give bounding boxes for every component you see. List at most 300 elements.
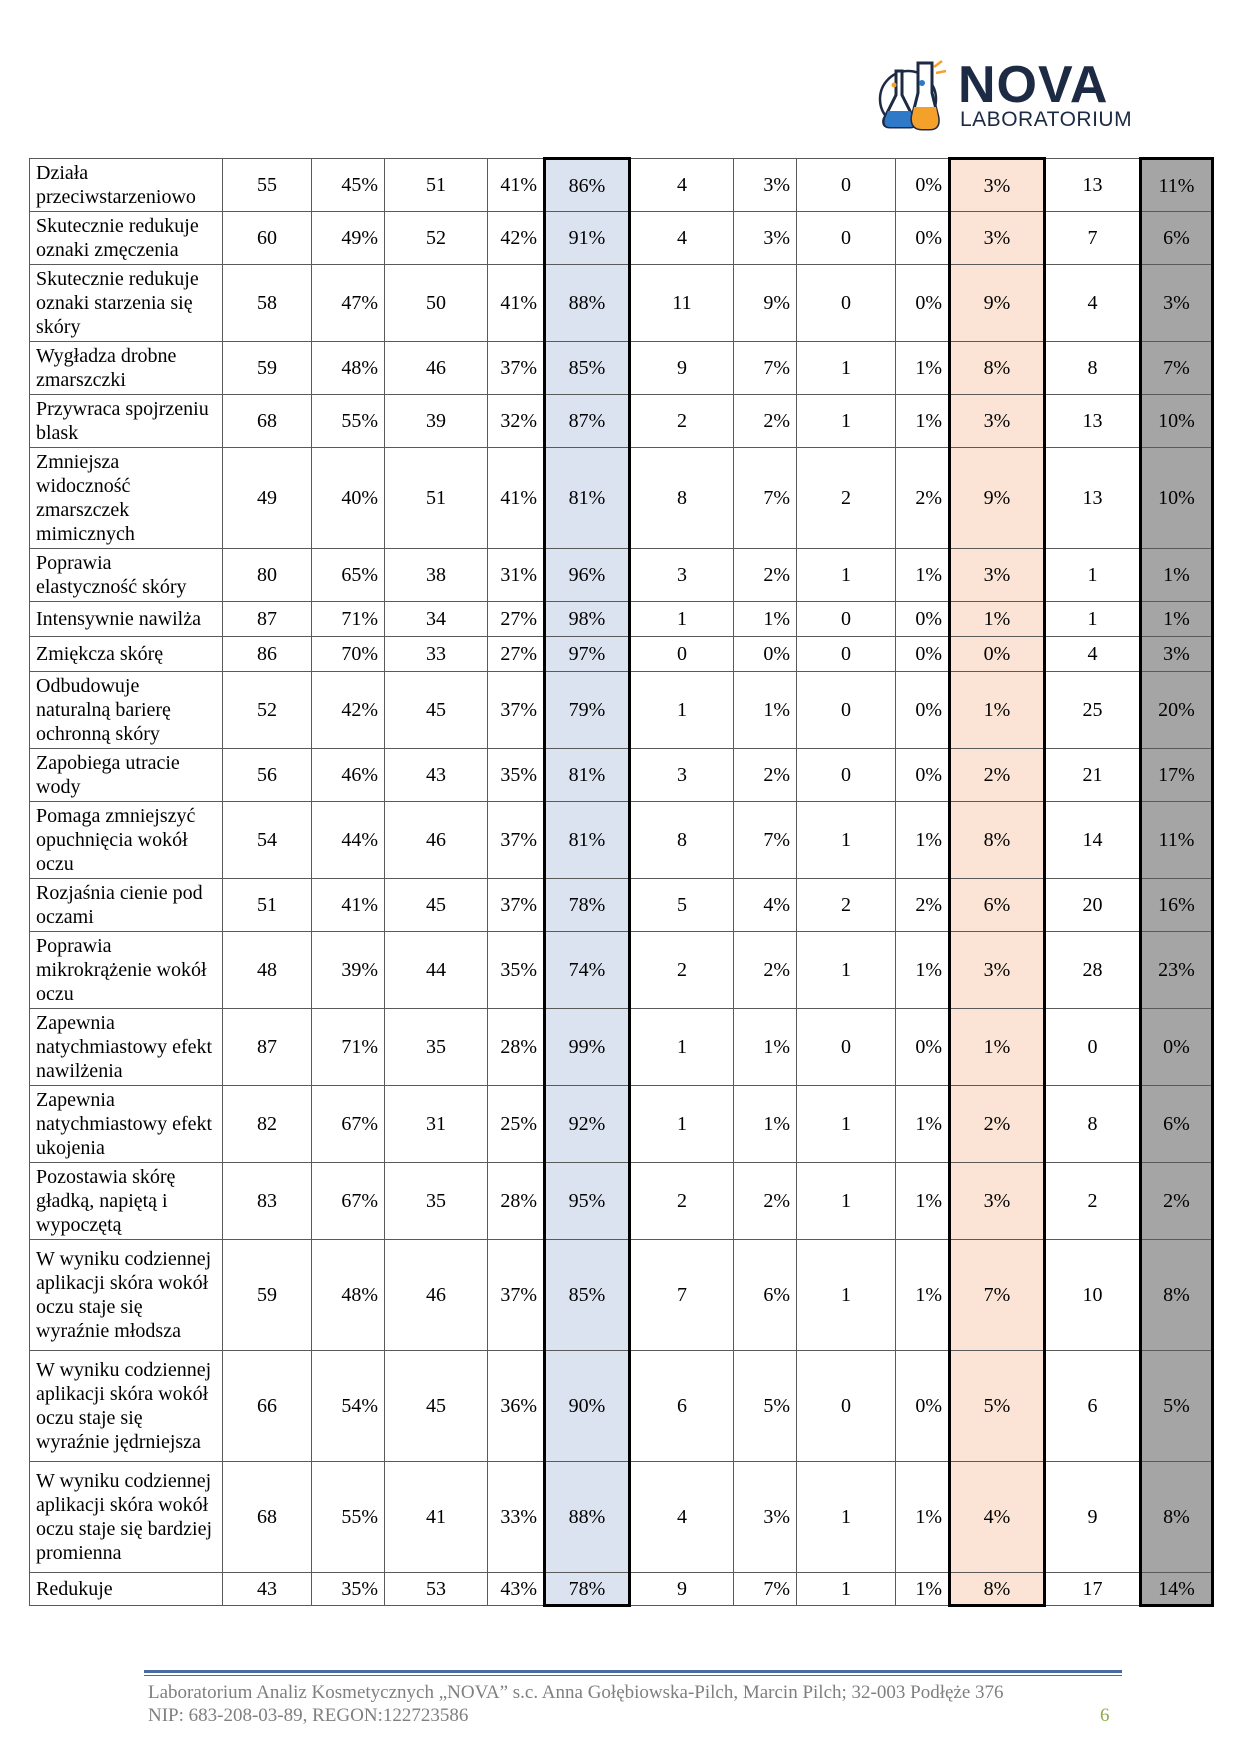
cell-rather-yes-percent: 28% — [488, 1163, 545, 1240]
cell-positive-total: 88% — [545, 1462, 630, 1573]
cell-rather-yes-count: 46 — [385, 342, 488, 395]
cell-rather-no-percent: 2% — [734, 749, 797, 802]
cell-rather-yes-percent: 37% — [488, 1240, 545, 1351]
cell-positive-total: 91% — [545, 212, 630, 265]
cell-rather-yes-percent: 37% — [488, 342, 545, 395]
cell-yes-percent: 39% — [312, 932, 385, 1009]
cell-rather-no-count: 9 — [630, 1573, 734, 1606]
cell-negative-total: 0% — [950, 637, 1045, 672]
cell-yes-percent: 55% — [312, 1462, 385, 1573]
cell-no-opinion-count: 9 — [1045, 1462, 1141, 1573]
cell-no-count: 1 — [797, 1573, 896, 1606]
cell-negative-total: 8% — [950, 342, 1045, 395]
cell-rather-yes-percent: 37% — [488, 672, 545, 749]
cell-rather-no-count: 1 — [630, 1086, 734, 1163]
cell-no-opinion-percent: 20% — [1141, 672, 1213, 749]
cell-yes-percent: 35% — [312, 1573, 385, 1606]
footer-line-1: Laboratorium Analiz Kosmetycznych „NOVA” s.c. Anna Gołębiowska-Pilch, Marcin Pilch; 32-003 Podłęże 376 — [148, 1682, 1004, 1703]
table-row — [30, 265, 1213, 342]
cell-yes-count: 66 — [223, 1351, 312, 1462]
cell-no-opinion-count: 6 — [1045, 1351, 1141, 1462]
cell-rather-yes-count: 46 — [385, 1240, 488, 1351]
cell-yes-percent: 42% — [312, 672, 385, 749]
cell-positive-total: 98% — [545, 602, 630, 637]
footer-address — [148, 1681, 1004, 1727]
cell-no-opinion-percent: 1% — [1141, 602, 1213, 637]
nova-logo — [874, 56, 1133, 137]
cell-yes-count: 59 — [223, 1240, 312, 1351]
cell-yes-count: 83 — [223, 1163, 312, 1240]
cell-no-percent: 1% — [896, 1163, 950, 1240]
cell-no-opinion-percent: 7% — [1141, 342, 1213, 395]
cell-rather-no-percent: 1% — [734, 602, 797, 637]
cell-rather-yes-count: 41 — [385, 1462, 488, 1573]
cell-rather-no-count: 2 — [630, 1163, 734, 1240]
cell-no-percent: 1% — [896, 549, 950, 602]
cell-no-opinion-count: 1 — [1045, 602, 1141, 637]
table-row — [30, 749, 1213, 802]
table-row — [30, 1163, 1213, 1240]
table-row — [30, 212, 1213, 265]
cell-no-count: 2 — [797, 879, 896, 932]
row-label: Działa przeciwstarzeniowo — [30, 159, 223, 212]
table-row — [30, 1462, 1213, 1573]
cell-yes-percent: 71% — [312, 602, 385, 637]
cell-negative-total: 3% — [950, 395, 1045, 448]
cell-no-opinion-count: 10 — [1045, 1240, 1141, 1351]
cell-positive-total: 81% — [545, 749, 630, 802]
table-row — [30, 1351, 1213, 1462]
row-label: Intensywnie nawilża — [30, 602, 223, 637]
cell-no-percent: 0% — [896, 265, 950, 342]
cell-no-count: 1 — [797, 802, 896, 879]
cell-no-opinion-percent: 17% — [1141, 749, 1213, 802]
cell-rather-yes-count: 45 — [385, 672, 488, 749]
cell-no-percent: 1% — [896, 1240, 950, 1351]
cell-no-opinion-count: 17 — [1045, 1573, 1141, 1606]
cell-no-opinion-percent: 5% — [1141, 1351, 1213, 1462]
cell-negative-total: 8% — [950, 802, 1045, 879]
cell-negative-total: 3% — [950, 932, 1045, 1009]
row-label: Odbudowuje naturalną barierę ochronną skóry — [30, 672, 223, 749]
cell-rather-yes-count: 44 — [385, 932, 488, 1009]
cell-positive-total: 74% — [545, 932, 630, 1009]
cell-no-count: 0 — [797, 637, 896, 672]
table-row — [30, 672, 1213, 749]
cell-rather-no-percent: 3% — [734, 159, 797, 212]
cell-rather-yes-count: 33 — [385, 637, 488, 672]
row-label: Przywraca spojrzeniu blask — [30, 395, 223, 448]
cell-rather-no-count: 7 — [630, 1240, 734, 1351]
cell-rather-yes-count: 35 — [385, 1163, 488, 1240]
cell-no-opinion-count: 8 — [1045, 342, 1141, 395]
cell-yes-count: 68 — [223, 395, 312, 448]
cell-rather-no-percent: 2% — [734, 1163, 797, 1240]
table-row — [30, 637, 1213, 672]
cell-yes-count: 68 — [223, 1462, 312, 1573]
cell-positive-total: 78% — [545, 1573, 630, 1606]
cell-no-opinion-percent: 0% — [1141, 1009, 1213, 1086]
cell-no-opinion-count: 8 — [1045, 1086, 1141, 1163]
table-row — [30, 159, 1213, 212]
cell-rather-no-percent: 2% — [734, 549, 797, 602]
cell-no-percent: 1% — [896, 802, 950, 879]
table-row — [30, 602, 1213, 637]
cell-rather-no-count: 1 — [630, 672, 734, 749]
cell-no-opinion-percent: 10% — [1141, 448, 1213, 549]
results-table-container — [29, 157, 1212, 1607]
table-row — [30, 802, 1213, 879]
cell-no-opinion-count: 13 — [1045, 395, 1141, 448]
cell-rather-yes-percent: 31% — [488, 549, 545, 602]
cell-rather-no-percent: 0% — [734, 637, 797, 672]
table-row — [30, 932, 1213, 1009]
cell-rather-no-count: 0 — [630, 637, 734, 672]
cell-no-percent: 2% — [896, 448, 950, 549]
row-label: Zapewnia natychmiastowy efekt nawilżenia — [30, 1009, 223, 1086]
row-label: W wyniku codziennej aplikacji skóra wokół oczu staje się bardziej promienna — [30, 1462, 223, 1573]
cell-rather-yes-percent: 35% — [488, 932, 545, 1009]
cell-rather-no-percent: 6% — [734, 1240, 797, 1351]
cell-no-opinion-count: 7 — [1045, 212, 1141, 265]
cell-no-count: 1 — [797, 549, 896, 602]
cell-no-opinion-percent: 14% — [1141, 1573, 1213, 1606]
cell-yes-percent: 44% — [312, 802, 385, 879]
cell-rather-yes-percent: 28% — [488, 1009, 545, 1086]
cell-yes-percent: 47% — [312, 265, 385, 342]
cell-no-count: 0 — [797, 1009, 896, 1086]
cell-no-opinion-percent: 2% — [1141, 1163, 1213, 1240]
cell-rather-yes-percent: 43% — [488, 1573, 545, 1606]
cell-rather-yes-count: 45 — [385, 1351, 488, 1462]
cell-no-count: 1 — [797, 395, 896, 448]
cell-rather-yes-percent: 41% — [488, 265, 545, 342]
logo-subtitle: LABORATORIUM — [960, 108, 1133, 131]
cell-no-opinion-count: 14 — [1045, 802, 1141, 879]
cell-rather-yes-count: 51 — [385, 448, 488, 549]
cell-no-percent: 1% — [896, 1086, 950, 1163]
cell-no-opinion-percent: 10% — [1141, 395, 1213, 448]
cell-rather-yes-percent: 35% — [488, 749, 545, 802]
cell-yes-count: 43 — [223, 1573, 312, 1606]
cell-no-percent: 0% — [896, 672, 950, 749]
row-label: Redukuje — [30, 1573, 223, 1606]
table-row — [30, 549, 1213, 602]
cell-no-opinion-count: 20 — [1045, 879, 1141, 932]
cell-rather-no-count: 3 — [630, 549, 734, 602]
cell-no-percent: 1% — [896, 395, 950, 448]
cell-negative-total: 3% — [950, 159, 1045, 212]
cell-no-percent: 0% — [896, 1009, 950, 1086]
cell-yes-percent: 67% — [312, 1163, 385, 1240]
cell-rather-no-percent: 2% — [734, 395, 797, 448]
cell-rather-yes-percent: 27% — [488, 602, 545, 637]
row-label: Skutecznie redukuje oznaki zmęczenia — [30, 212, 223, 265]
table-row — [30, 879, 1213, 932]
cell-negative-total: 9% — [950, 448, 1045, 549]
cell-rather-yes-count: 38 — [385, 549, 488, 602]
cell-rather-yes-percent: 42% — [488, 212, 545, 265]
cell-yes-percent: 65% — [312, 549, 385, 602]
cell-positive-total: 96% — [545, 549, 630, 602]
cell-positive-total: 99% — [545, 1009, 630, 1086]
cell-no-opinion-percent: 23% — [1141, 932, 1213, 1009]
cell-no-count: 1 — [797, 932, 896, 1009]
cell-no-count: 0 — [797, 1351, 896, 1462]
cell-yes-percent: 48% — [312, 342, 385, 395]
cell-yes-count: 82 — [223, 1086, 312, 1163]
row-label: W wyniku codziennej aplikacji skóra wokół oczu staje się wyraźnie młodsza — [30, 1240, 223, 1351]
cell-no-percent: 0% — [896, 749, 950, 802]
cell-rather-yes-percent: 41% — [488, 448, 545, 549]
cell-rather-no-count: 8 — [630, 802, 734, 879]
cell-yes-percent: 41% — [312, 879, 385, 932]
table-row — [30, 1240, 1213, 1351]
row-label: Zmniejsza widoczność zmarszczek mimicznych — [30, 448, 223, 549]
cell-positive-total: 86% — [545, 159, 630, 212]
cell-negative-total: 3% — [950, 212, 1045, 265]
cell-rather-yes-count: 34 — [385, 602, 488, 637]
row-label: Poprawia mikrokrążenie wokół oczu — [30, 932, 223, 1009]
cell-no-opinion-percent: 11% — [1141, 802, 1213, 879]
cell-no-opinion-count: 4 — [1045, 265, 1141, 342]
cell-no-percent: 0% — [896, 212, 950, 265]
cell-rather-yes-count: 35 — [385, 1009, 488, 1086]
cell-no-count: 0 — [797, 602, 896, 637]
cell-no-count: 0 — [797, 749, 896, 802]
cell-rather-no-percent: 3% — [734, 212, 797, 265]
cell-rather-no-count: 9 — [630, 342, 734, 395]
cell-yes-count: 55 — [223, 159, 312, 212]
cell-no-opinion-count: 21 — [1045, 749, 1141, 802]
logo-wordmark: NOVA — [958, 56, 1109, 114]
cell-no-opinion-percent: 3% — [1141, 265, 1213, 342]
cell-no-opinion-count: 4 — [1045, 637, 1141, 672]
cell-no-opinion-count: 13 — [1045, 448, 1141, 549]
row-label: Zapewnia natychmiastowy efekt ukojenia — [30, 1086, 223, 1163]
cell-positive-total: 95% — [545, 1163, 630, 1240]
cell-negative-total: 3% — [950, 549, 1045, 602]
cell-rather-yes-percent: 32% — [488, 395, 545, 448]
cell-yes-percent: 46% — [312, 749, 385, 802]
cell-positive-total: 87% — [545, 395, 630, 448]
cell-no-opinion-count: 0 — [1045, 1009, 1141, 1086]
cell-yes-count: 59 — [223, 342, 312, 395]
cell-positive-total: 85% — [545, 1240, 630, 1351]
cell-no-opinion-count: 13 — [1045, 159, 1141, 212]
cell-yes-count: 80 — [223, 549, 312, 602]
footer-divider — [144, 1670, 1122, 1673]
cell-no-percent: 1% — [896, 932, 950, 1009]
cell-rather-yes-count: 46 — [385, 802, 488, 879]
page-number: 6 — [1100, 1705, 1110, 1726]
cell-positive-total: 88% — [545, 265, 630, 342]
flask-logo-icon — [874, 57, 956, 137]
cell-rather-no-percent: 7% — [734, 1573, 797, 1606]
cell-rather-yes-count: 50 — [385, 265, 488, 342]
cell-positive-total: 90% — [545, 1351, 630, 1462]
cell-no-percent: 1% — [896, 1573, 950, 1606]
cell-rather-yes-percent: 27% — [488, 637, 545, 672]
cell-no-opinion-percent: 6% — [1141, 212, 1213, 265]
cell-no-count: 0 — [797, 265, 896, 342]
cell-yes-count: 58 — [223, 265, 312, 342]
cell-negative-total: 3% — [950, 1163, 1045, 1240]
cell-no-count: 0 — [797, 672, 896, 749]
cell-rather-no-percent: 4% — [734, 879, 797, 932]
cell-rather-no-percent: 7% — [734, 342, 797, 395]
cell-rather-no-percent: 7% — [734, 448, 797, 549]
table-row — [30, 395, 1213, 448]
cell-rather-yes-percent: 33% — [488, 1462, 545, 1573]
table-row — [30, 1086, 1213, 1163]
cell-negative-total: 1% — [950, 672, 1045, 749]
cell-positive-total: 81% — [545, 802, 630, 879]
cell-rather-no-count: 5 — [630, 879, 734, 932]
cell-rather-no-count: 2 — [630, 395, 734, 448]
cell-rather-no-percent: 1% — [734, 672, 797, 749]
cell-yes-percent: 71% — [312, 1009, 385, 1086]
cell-no-opinion-count: 28 — [1045, 932, 1141, 1009]
cell-no-opinion-count: 1 — [1045, 549, 1141, 602]
cell-no-opinion-percent: 8% — [1141, 1240, 1213, 1351]
cell-positive-total: 78% — [545, 879, 630, 932]
footer-line-2: NIP: 683-208-03-89, REGON:122723586 — [148, 1705, 469, 1726]
results-table-body — [30, 159, 1213, 1606]
cell-no-opinion-percent: 3% — [1141, 637, 1213, 672]
cell-rather-no-percent: 1% — [734, 1009, 797, 1086]
cell-yes-count: 87 — [223, 602, 312, 637]
row-label: Pozostawia skórę gładką, napiętą i wypoczętą — [30, 1163, 223, 1240]
cell-rather-no-count: 4 — [630, 159, 734, 212]
cell-no-count: 1 — [797, 342, 896, 395]
cell-rather-no-percent: 3% — [734, 1462, 797, 1573]
cell-negative-total: 2% — [950, 749, 1045, 802]
cell-no-percent: 0% — [896, 1351, 950, 1462]
cell-yes-count: 49 — [223, 448, 312, 549]
cell-no-percent: 0% — [896, 602, 950, 637]
cell-no-opinion-count: 2 — [1045, 1163, 1141, 1240]
cell-no-percent: 0% — [896, 159, 950, 212]
cell-yes-percent: 67% — [312, 1086, 385, 1163]
cell-yes-count: 51 — [223, 879, 312, 932]
cell-rather-yes-percent: 36% — [488, 1351, 545, 1462]
cell-negative-total: 7% — [950, 1240, 1045, 1351]
row-label: Rozjaśnia cienie pod oczami — [30, 879, 223, 932]
cell-rather-yes-percent: 37% — [488, 879, 545, 932]
cell-yes-percent: 49% — [312, 212, 385, 265]
cell-rather-no-count: 1 — [630, 602, 734, 637]
cell-rather-no-percent: 1% — [734, 1086, 797, 1163]
cell-positive-total: 85% — [545, 342, 630, 395]
cell-no-opinion-percent: 8% — [1141, 1462, 1213, 1573]
row-label: Zmiękcza skórę — [30, 637, 223, 672]
cell-rather-no-count: 3 — [630, 749, 734, 802]
cell-rather-no-percent: 5% — [734, 1351, 797, 1462]
cell-no-opinion-percent: 1% — [1141, 549, 1213, 602]
cell-rather-no-count: 11 — [630, 265, 734, 342]
cell-no-count: 1 — [797, 1462, 896, 1573]
cell-positive-total: 79% — [545, 672, 630, 749]
cell-yes-count: 52 — [223, 672, 312, 749]
cell-rather-yes-percent: 41% — [488, 159, 545, 212]
table-row — [30, 1009, 1213, 1086]
row-label: Skutecznie redukuje oznaki starzenia się skóry — [30, 265, 223, 342]
row-label: W wyniku codziennej aplikacji skóra wokół oczu staje się wyraźnie jędrniejsza — [30, 1351, 223, 1462]
cell-rather-no-count: 8 — [630, 448, 734, 549]
row-label: Wygładza drobne zmarszczki — [30, 342, 223, 395]
cell-yes-percent: 54% — [312, 1351, 385, 1462]
cell-positive-total: 97% — [545, 637, 630, 672]
cell-no-opinion-percent: 6% — [1141, 1086, 1213, 1163]
cell-no-opinion-percent: 11% — [1141, 159, 1213, 212]
cell-no-percent: 1% — [896, 342, 950, 395]
cell-rather-no-count: 2 — [630, 932, 734, 1009]
cell-rather-no-count: 4 — [630, 1462, 734, 1573]
cell-no-percent: 2% — [896, 879, 950, 932]
cell-negative-total: 4% — [950, 1462, 1045, 1573]
cell-yes-percent: 70% — [312, 637, 385, 672]
cell-yes-count: 48 — [223, 932, 312, 1009]
cell-yes-percent: 40% — [312, 448, 385, 549]
cell-no-count: 0 — [797, 212, 896, 265]
cell-yes-count: 86 — [223, 637, 312, 672]
cell-no-percent: 0% — [896, 637, 950, 672]
cell-no-count: 1 — [797, 1163, 896, 1240]
row-label: Zapobiega utracie wody — [30, 749, 223, 802]
cell-rather-yes-count: 52 — [385, 212, 488, 265]
row-label: Pomaga zmniejszyć opuchnięcia wokół oczu — [30, 802, 223, 879]
cell-rather-yes-count: 39 — [385, 395, 488, 448]
results-table — [29, 157, 1214, 1607]
cell-positive-total: 81% — [545, 448, 630, 549]
cell-negative-total: 1% — [950, 1009, 1045, 1086]
cell-rather-yes-count: 43 — [385, 749, 488, 802]
cell-rather-no-count: 6 — [630, 1351, 734, 1462]
cell-positive-total: 92% — [545, 1086, 630, 1163]
cell-rather-no-percent: 2% — [734, 932, 797, 1009]
table-row — [30, 1573, 1213, 1606]
cell-rather-yes-count: 45 — [385, 879, 488, 932]
cell-yes-count: 56 — [223, 749, 312, 802]
cell-rather-yes-percent: 25% — [488, 1086, 545, 1163]
cell-yes-percent: 55% — [312, 395, 385, 448]
cell-yes-count: 87 — [223, 1009, 312, 1086]
cell-rather-no-count: 4 — [630, 212, 734, 265]
cell-no-opinion-percent: 16% — [1141, 879, 1213, 932]
cell-no-opinion-count: 25 — [1045, 672, 1141, 749]
cell-no-count: 0 — [797, 159, 896, 212]
cell-yes-percent: 45% — [312, 159, 385, 212]
cell-yes-count: 60 — [223, 212, 312, 265]
cell-rather-no-percent: 9% — [734, 265, 797, 342]
row-label: Poprawia elastyczność skóry — [30, 549, 223, 602]
cell-no-count: 1 — [797, 1086, 896, 1163]
cell-rather-yes-percent: 37% — [488, 802, 545, 879]
cell-negative-total: 1% — [950, 602, 1045, 637]
cell-no-count: 1 — [797, 1240, 896, 1351]
cell-negative-total: 2% — [950, 1086, 1045, 1163]
cell-negative-total: 6% — [950, 879, 1045, 932]
cell-yes-percent: 48% — [312, 1240, 385, 1351]
cell-rather-yes-count: 51 — [385, 159, 488, 212]
cell-negative-total: 5% — [950, 1351, 1045, 1462]
cell-negative-total: 9% — [950, 265, 1045, 342]
cell-rather-no-count: 1 — [630, 1009, 734, 1086]
cell-no-percent: 1% — [896, 1462, 950, 1573]
cell-yes-count: 54 — [223, 802, 312, 879]
cell-no-count: 2 — [797, 448, 896, 549]
